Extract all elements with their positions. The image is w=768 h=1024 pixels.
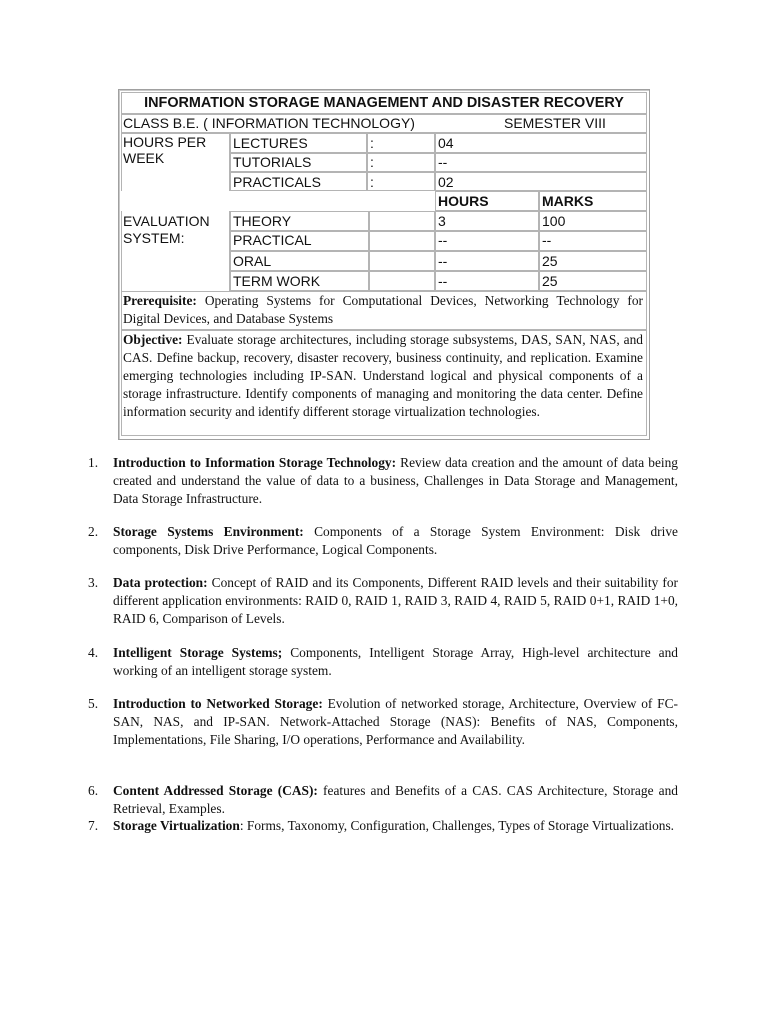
theory-blank-cell (369, 211, 435, 231)
item-text: : Forms, Taxonomy, Configuration, Challenges, Types of Storage Virtualizations. (239, 818, 675, 833)
item-title: Intelligent Storage Systems; (113, 645, 283, 660)
practical-hours-cell (435, 231, 539, 251)
eval-row-hours: -- (438, 232, 448, 248)
eval-row-marks: 25 (542, 273, 558, 289)
item-text: Review data creation and the amount of data being created and understand the value of data to a business, Challenges in Data Storage and Management, Data Storage Infrastructure. (113, 455, 678, 506)
practicals-label: PRACTICALS (233, 174, 321, 190)
item-number: 4. (88, 645, 99, 660)
item-text: Components of a Storage System Environment: Disk drive components, Disk Drive Performance, Logical Components. (113, 524, 678, 557)
termwork-blank-cell (369, 271, 435, 291)
hours-column-header: HOURS (438, 193, 489, 209)
tutorials-label: TUTORIALS (233, 154, 312, 170)
item-title: Content Addressed Storage (CAS): (113, 783, 318, 798)
oral-hours-cell (435, 251, 539, 271)
practicals-colon-cell (367, 172, 435, 191)
hours-per-week-label-line1: HOURS PER (123, 134, 207, 150)
item-text: Concept of RAID and its Components, Different RAID levels and their suitability for different application environments: RAID 0, RAID 1, RAID 3, RAID 4, RAID 5, RAID 0+1, RAID 1+0, RAID 6, Comparison of Levels. (113, 575, 679, 626)
item-number: 7. (88, 818, 99, 833)
tutorials-value-cell (435, 153, 647, 172)
tutorials-colon: : (370, 154, 374, 170)
practical-marks-cell (539, 231, 647, 251)
theory-hours-cell (435, 211, 539, 231)
eval-row-hours: -- (438, 253, 448, 269)
lectures-value-cell (435, 133, 647, 153)
eval-row-marks: 100 (542, 213, 566, 229)
eval-row-marks: -- (542, 232, 552, 248)
item-number: 3. (88, 575, 99, 590)
item-text: Components, Intelligent Storage Array, High-level architecture and working of an intelligent storage system. (113, 645, 678, 678)
eval-row-hours: -- (438, 273, 448, 289)
eval-row-label: TERM WORK (233, 273, 321, 289)
eval-row-label: ORAL (233, 253, 272, 269)
tutorials-colon-cell (367, 153, 435, 172)
objective-body: Evaluate storage architectures, including storage subsystems, DAS, SAN, NAS, and CAS. Define backup, recovery, disaster recovery, business continuity, and replication. Examine emerging technologies including IP-SAN. Understand logical and physical components of a storage infrastructure. Identify components of managing and monitoring the data center. Define information security and identify different storage virtualization technologies. (123, 332, 643, 419)
practicals-value: 02 (438, 174, 454, 190)
evaluation-label-line2: SYSTEM: (123, 230, 185, 246)
prerequisite-text (123, 292, 643, 328)
item-text: Evolution of networked storage, Architecture, Overview of FC-SAN, NAS, and IP-SAN. Network-Attached Storage (NAS): Benefits of NAS, Components, Implementations, File Sharing, I/O operations, Performance and Availability. (113, 696, 678, 747)
objective-label: Objective: (123, 332, 183, 347)
tutorials-value: -- (438, 154, 448, 170)
item-title: Introduction to Information Storage Technology: (113, 455, 397, 470)
item-title: Storage Virtualization (113, 818, 240, 833)
lectures-label: LECTURES (233, 135, 308, 151)
lectures-colon-cell (367, 133, 435, 153)
lectures-colon: : (370, 135, 374, 151)
oral-blank-cell (369, 251, 435, 271)
eval-row-label: THEORY (233, 213, 292, 229)
objective-text (123, 331, 643, 421)
item-number: 1. (88, 455, 99, 470)
item-text: features and Benefits of a CAS. CAS Architecture, Storage and Retrieval, Examples. (113, 783, 678, 816)
practical-blank-cell (369, 231, 435, 251)
semester-label: SEMESTER VIII (504, 115, 606, 131)
item-title: Storage Systems Environment: (113, 524, 304, 539)
prerequisite-body: Operating Systems for Computational Devices, Networking Technology for Digital Devices, and Database Systems (123, 293, 643, 326)
course-title: INFORMATION STORAGE MANAGEMENT AND DISASTER RECOVERY (144, 95, 624, 111)
practicals-colon: : (370, 174, 374, 190)
eval-row-marks: 25 (542, 253, 558, 269)
item-number: 5. (88, 696, 99, 711)
item-number: 6. (88, 783, 99, 798)
prerequisite-label: Prerequisite: (123, 293, 197, 308)
marks-column-header: MARKS (542, 193, 594, 209)
termwork-hours-cell (435, 271, 539, 291)
item-title: Introduction to Networked Storage: (113, 696, 323, 711)
eval-row-label: PRACTICAL (233, 232, 312, 248)
practicals-value-cell (435, 172, 647, 191)
item-title: Data protection: (113, 575, 208, 590)
item-number: 2. (88, 524, 99, 539)
hours-per-week-label-line2: WEEK (123, 150, 165, 166)
lectures-value: 04 (438, 135, 454, 151)
evaluation-label-line1: EVALUATION (123, 213, 210, 229)
class-label: CLASS B.E. ( INFORMATION TECHNOLOGY) (123, 115, 415, 131)
eval-row-hours: 3 (438, 213, 446, 229)
